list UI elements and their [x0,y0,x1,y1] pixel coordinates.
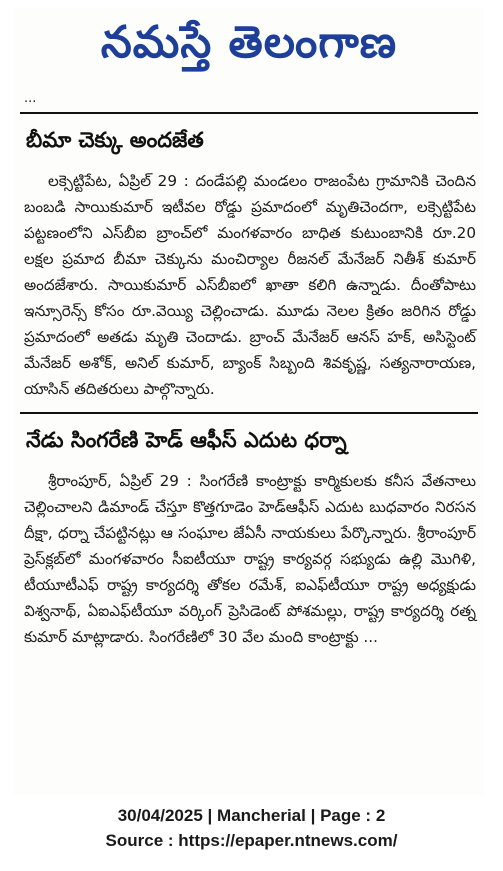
article-body [14,468,484,650]
footer-date: 30/04/2025 [117,806,203,825]
article-body [14,168,484,402]
article-paragraph: లక్సెట్టిపేట, ఏప్రిల్ 29 : దండేపల్లి మండలం రాజంపేట గ్రామానికి చెందిన బంబడి సాయికుమార్ ఇటీవల రోడ్డు ప్రమాదంలో మృతిచెందగా, లక్సెట్టిపేట పట్టణంలోని ఎస్‌బీఐ బ్రాంచ్‌లో మంగళవారం బాధిత కుటుంబానికి రూ.20 లక్షల ప్రమాద బీమా చెక్కును మంచిర్యాల రీజనల్ మేనేజర్ నితీశ్ కుమార్ అందజేశారు. సాయికుమార్ ఎస్‌బీఐలో ఖాతా కలిగి ఉన్నాడు. దీంతోపాటు ఇన్సూరెన్స్ కోసం రూ.వెయ్యి చెల్లించాడు. మూడు నెలల క్రితం జరిగిన రోడ్డు ప్రమాదంలో అతడు మృతి చెందాడు. బ్రాంచ్ మేనేజర్ ఆనస్ హక్, అసిస్టెంట్ మేనేజర్ అశోక్, అనిల్ కుమార్, బ్యాంక్ సిబ్బంది శివకృష్ణ, సత్యనారాయణ, యాసిన్ తదితరులు పాల్గొన్నారు. [24,172,476,398]
masthead-title: నమస్తే తెలంగాణ [100,17,398,68]
newspaper-clipping [14,8,484,795]
footer-source: Source : https://epaper.ntnews.com/ [105,831,398,850]
footer-separator: | [207,806,213,825]
footer-separator: | [310,806,316,825]
article-paragraph: శ్రీరాంపూర్, ఏప్రిల్ 29 : సింగరేణి కాంట్రాక్టు కార్మికులకు కనీస వేతనాలు చెల్లించాలని డిమాండ్ చేస్తూ కొత్తగూడెం హెడ్‌ఆఫీస్ ఎదుట బుధవారం నిరసన దీక్షా, ధర్నా చేపట్టినట్లు ఆ సంఘాల జేఏసీ నాయకులు పేర్కొన్నారు. శ్రీరాంపూర్ ప్రెస్‌క్లబ్‌లో మంగళవారం సీఐటీయూ రాష్ట్ర కార్యవర్గ సభ్యుడు ఉల్లి మొగిళి, టీయూటీఎఫ్ రాష్ట్ర కార్యదర్శి తోకల రమేశ్, ఐఎఫ్‌టీయూ రాష్ట్ర అధ్యక్షుడు విశ్వనాథ్, ఏఐఎఫ్‌టీయూ వర్కింగ్ ప్రెసిడెంట్ పోశమల్లు, రాష్ట్ర కార్యదర్శి రత్న కుమార్ మాట్లాడారు. సింగరేణిలో 30 వేల మంది కాంట్రాక్టు ... [24,472,476,646]
article-singareni-dharna [14,414,484,650]
article-insurance-cheque [14,114,484,402]
article-headline: బీమా చెక్కు అందజేత [26,128,204,152]
footer-edition: Mancherial [217,806,306,825]
article-headline: నేడు సింగరేణి హెడ్ ఆఫీస్ ఎదుట ధర్నా [26,428,347,452]
footer-page: Page : 2 [320,806,386,825]
cut-previous-text: ... [24,92,37,106]
footer-dateline [0,806,503,826]
